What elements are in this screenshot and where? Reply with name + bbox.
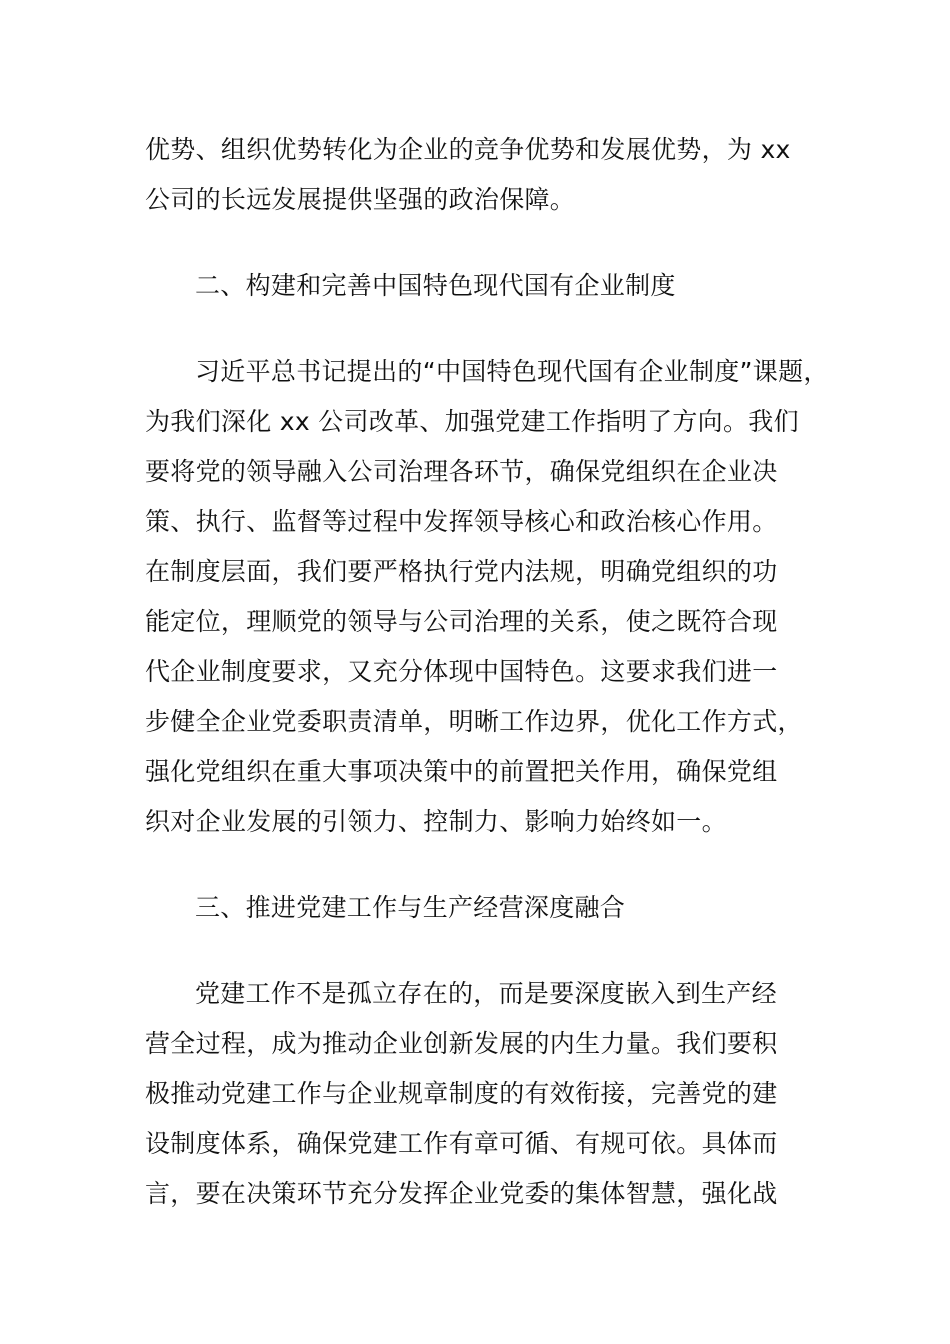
paragraph-2-line-8: 步健全企业党委职责清单，明晰工作边界，优化工作方式，	[145, 707, 803, 736]
paragraph-3-line-5: 言，要在决策环节充分发挥企业党委的集体智慧，强化战	[145, 1179, 778, 1208]
paragraph-1-line-1: 优势、组织优势转化为企业的竞争优势和发展优势，为 xx	[145, 135, 791, 164]
paragraph-1-line-2: 公司的长远发展提供坚强的政治保障。	[145, 185, 576, 214]
paragraph-2-line-3: 要将党的领导融入公司治理各环节，确保党组织在企业决	[145, 457, 778, 486]
paragraph-2-line-4: 策、执行、监督等过程中发挥领导核心和政治核心作用。	[145, 507, 778, 536]
section-heading-2: 二、构建和完善中国特色现代国有企业制度	[195, 271, 676, 300]
paragraph-2-line-2: 为我们深化 xx 公司改革、加强党建工作指明了方向。我们	[145, 407, 799, 436]
paragraph-3-line-1: 党建工作不是孤立存在的，而是要深度嵌入到生产经	[195, 979, 777, 1008]
paragraph-3-line-3: 极推动党建工作与企业规章制度的有效衔接，完善党的建	[145, 1079, 778, 1108]
paragraph-2-line-7: 代企业制度要求，又充分体现中国特色。这要求我们进一	[145, 657, 778, 686]
section-heading-3: 三、推进党建工作与生产经营深度融合	[195, 893, 626, 922]
paragraph-3-line-2: 营全过程，成为推动企业创新发展的内生力量。我们要积	[145, 1029, 778, 1058]
paragraph-2-line-6: 能定位，理顺党的领导与公司治理的关系，使之既符合现	[145, 607, 778, 636]
paragraph-2-line-1: 习近平总书记提出的“中国特色现代国有企业制度”课题，	[195, 357, 829, 386]
paragraph-3-line-4: 设制度体系，确保党建工作有章可循、有规可依。具体而	[145, 1129, 778, 1158]
paragraph-2-line-5: 在制度层面，我们要严格执行党内法规，明确党组织的功	[145, 557, 778, 586]
paragraph-2-line-9: 强化党组织在重大事项决策中的前置把关作用，确保党组	[145, 757, 778, 786]
paragraph-2-line-10: 织对企业发展的引领力、控制力、影响力始终如一。	[145, 807, 727, 836]
